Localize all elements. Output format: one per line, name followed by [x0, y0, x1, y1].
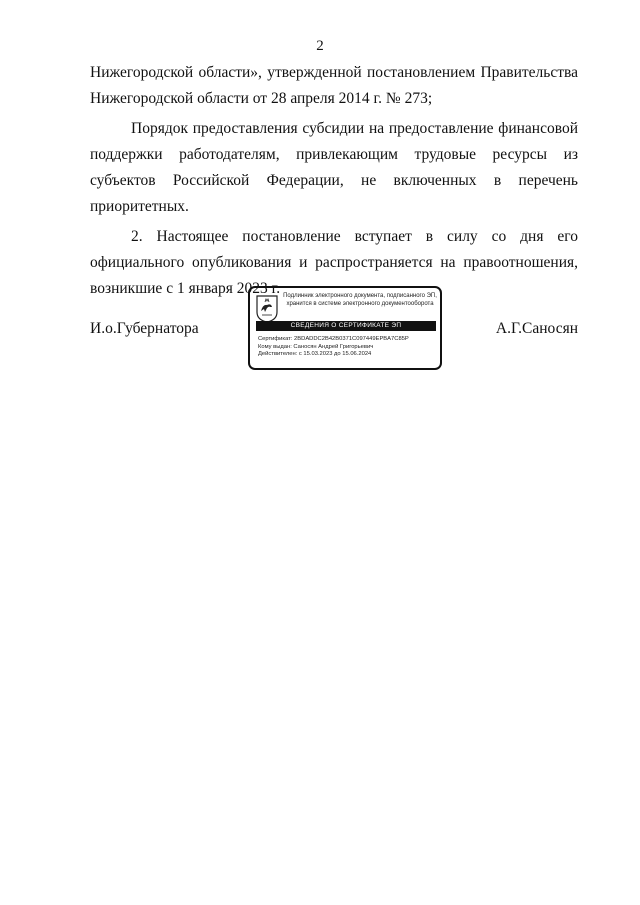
signature-block: [90, 286, 578, 376]
paragraph-3: 2. Настоящее постановление вступает в силу со дня его официального опубликования и распространяется на правоотношения, возникшие с 1 января 2023 г.: [90, 228, 578, 297]
paragraph-2: Порядок предоставления субсидии на предоставление финансовой поддержки работодателям, привлекающим трудовые ресурсы из субъектов Российской Федерации, не включенных в перечень приоритетных.: [90, 120, 578, 215]
stamp-certificate-details: [258, 336, 438, 359]
signatory-position: И.о.Губернатора: [90, 320, 199, 337]
certificate-number: Сертификат: 2BDADDC2B42B0371C097449EPBA7C85P: [258, 336, 409, 342]
document-body: [90, 60, 578, 302]
page-number: 2: [316, 38, 324, 54]
paragraph-1-line-2: Нижегородской области от 28 апреля 2014 г. № 273;: [90, 90, 433, 107]
signatory-name: А.Г.Саносян: [495, 320, 578, 337]
stamp-header: Подлинник электронного документа, подписанного ЭП, хранится в системе электронного документооборота: [283, 293, 437, 307]
electronic-signature-stamp: [248, 286, 442, 370]
certificate-validity: Действителен: с 15.03.2023 до 15.06.2024: [258, 351, 372, 357]
paragraph-1-line-1: Нижегородской области», утвержденной постановлением Правительства: [90, 64, 578, 81]
stamp-certificate-title: СВЕДЕНИЯ О СЕРТИФИКАТЕ ЭП: [256, 321, 436, 331]
certificate-owner: Кому выдан: Саносян Андрей Григорьевич: [258, 343, 374, 350]
coat-of-arms-icon: [256, 295, 278, 323]
